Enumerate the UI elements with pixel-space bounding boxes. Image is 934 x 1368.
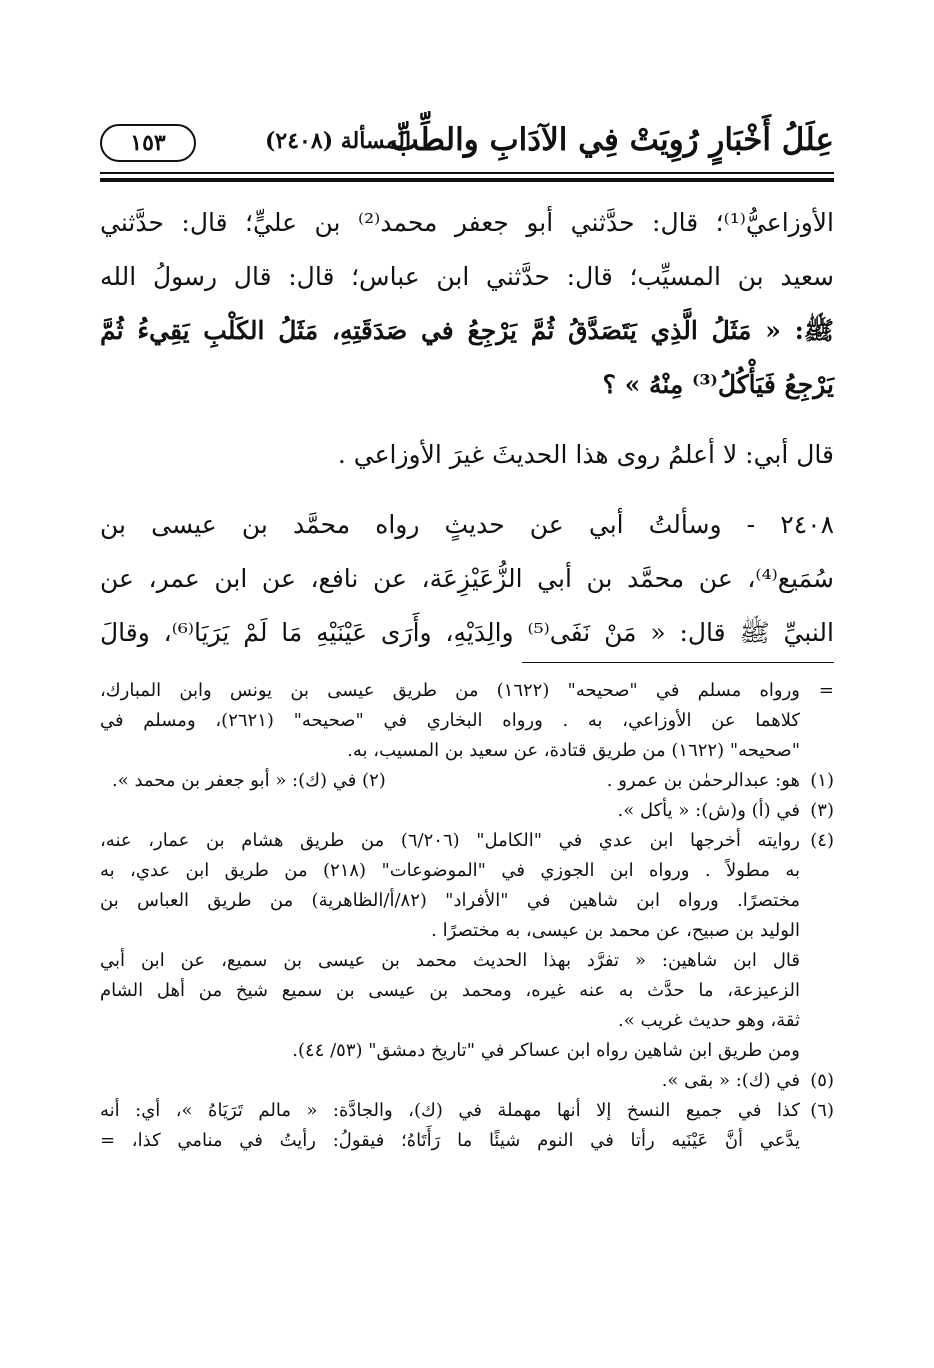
- question-line: النبيِّ ﷺ قال: « مَنْ نَفَى⁽⁵⁾ والِدَيْهِ، وأَرَى عَيْنَيْهِ مَا لَمْ يَرَيَا⁽⁶⁾، وقالَ: [100, 618, 834, 647]
- hadith-line: ﷺ: « مَثَلُ الَّذِي يَتَصَدَّقُ ثُمَّ يَرْجِعُ في صَدَقَتِهِ، مَثَلُ الكَلْبِ يَقِيءُ ثُمَّ: [100, 316, 834, 345]
- page-number: ١٥٣: [100, 124, 196, 162]
- footnote-line: قال ابن شاهين: « تفرَّد بهذا الحديث محمد بن عيسى بن سميع، عن ابن أبي: [100, 950, 800, 971]
- footnote-marker: (٣): [810, 800, 834, 821]
- footnote-line: يدَّعي أنَّ عَيْنَيه رأتا في النوم شيئًا ما رَأَتَاهُ؛ فيقولُ: رأيتُ في منامي كذا، =: [100, 1130, 800, 1151]
- header-rule-thick: [100, 178, 834, 182]
- footnote-1-text: هو: عبدالرحمٰن بن عمرو .: [606, 770, 800, 791]
- body-line: سعيد بن المسيِّب؛ قال: حدَّثني ابن عباس؛ قال: قال رسولُ الله: [100, 262, 834, 291]
- footnote-line: مختصرًا. ورواه ابن شاهين في "الأفراد" (٨٢/أ/الظاهرية) من طريق العباس بن: [100, 890, 800, 911]
- continuation-marker: =: [818, 680, 834, 701]
- footnote-continuation: [100, 676, 834, 766]
- question-line: ٢٤٠٨ - وسألتُ أبي عن حديثٍ رواه محمَّد بن عيسى بن: [100, 510, 834, 539]
- book-title: عِلَلُ أَخْبَارٍ رُوِيَتْ فِي الآدَابِ والطِّبِّ: [389, 122, 834, 158]
- footnote-4: [100, 826, 834, 1066]
- footnote-line: كلاهما عن الأوزاعي، به . ورواه البخاري في "صحيحه" (٢٦٢١)، ومسلم في: [100, 710, 801, 731]
- header-rule-thin: [100, 172, 834, 174]
- footnote-5: [100, 1066, 834, 1096]
- footnote-line: ورواه مسلم في "صحيحه" (١٦٢٢) من طريق عيسى بن يونس وابن المبارك،: [100, 680, 800, 701]
- footnotes: [100, 676, 834, 1156]
- footnote-line: "صحيحه" (١٦٢٢) من طريق قتادة، عن سعيد بن المسيب، به.: [347, 740, 800, 761]
- footnote-line: الوليد بن صبيح، عن محمد بن عيسى، به مختصرًا .: [431, 920, 800, 941]
- footnote-line: به مطولاً . ورواه ابن الجوزي في "الموضوعات" (٢١٨) من طريق ابن عدي، به: [100, 860, 801, 881]
- page-header: [100, 118, 834, 178]
- footnote-6: [100, 1096, 834, 1156]
- footnote-line: الزعيزعة، ما حدَّث به عنه غيره، ومحمد بن عيسى بن سميع شيخ من أهل الشام: [100, 980, 800, 1001]
- qala-abi-line: قال أبي: لا أعلمُ روى هذا الحديثَ غيرَ الأوزاعي .: [337, 440, 834, 469]
- footnote-line: ومن طريق ابن شاهين رواه ابن عساكر في "تاريخ دمشق" (٥٣/ ٤٤).: [292, 1040, 800, 1061]
- footnote-separator: [522, 662, 834, 663]
- masala-number: المسألة (٢٤٠٨): [265, 128, 412, 154]
- hadith-line: يَرْجِعُ فَيَأْكُلُ⁽³⁾ مِنْهُ » ؟: [602, 370, 834, 399]
- footnote-marker: (٤): [810, 830, 834, 851]
- footnote-line: ثقة، وهو حديث غريب ».: [618, 1010, 800, 1031]
- footnote-line: كذا في جميع النسخ إلا أنها مهملة في (ك)، والجادَّة: « مالم تَرَيَاهُ »، أي: أنه: [100, 1100, 800, 1121]
- footnote-5-text: في (ك): « بقى ».: [661, 1070, 800, 1091]
- footnote-marker: (٥): [810, 1070, 834, 1091]
- footnote-marker: (٦): [810, 1100, 834, 1121]
- footnote-2-text: (٢) في (ك): « أبو جعفر بن محمد ».: [112, 770, 386, 791]
- footnote-line: روايته أخرجها ابن عدي في "الكامل" (٦/٢٠٦) من طريق هشام بن عمار، عنه،: [100, 830, 800, 851]
- body-line: الأوزاعيُّ⁽¹⁾؛ قال: حدَّثني أبو جعفر محمد⁽²⁾ بن عليٍّ؛ قال: حدَّثني: [100, 208, 834, 237]
- footnote-3-text: في (أ) و(ش): « يأكل ».: [617, 800, 800, 821]
- footnote-1-2: [100, 766, 834, 796]
- footnote-3: [100, 796, 834, 826]
- footnote-marker: (١): [810, 770, 834, 791]
- main-text: [100, 196, 834, 660]
- question-line: سُمَيع⁽⁴⁾، عن محمَّد بن أبي الزُّعَيْزِعَة، عن نافع، عن ابن عمر، عن: [100, 564, 834, 593]
